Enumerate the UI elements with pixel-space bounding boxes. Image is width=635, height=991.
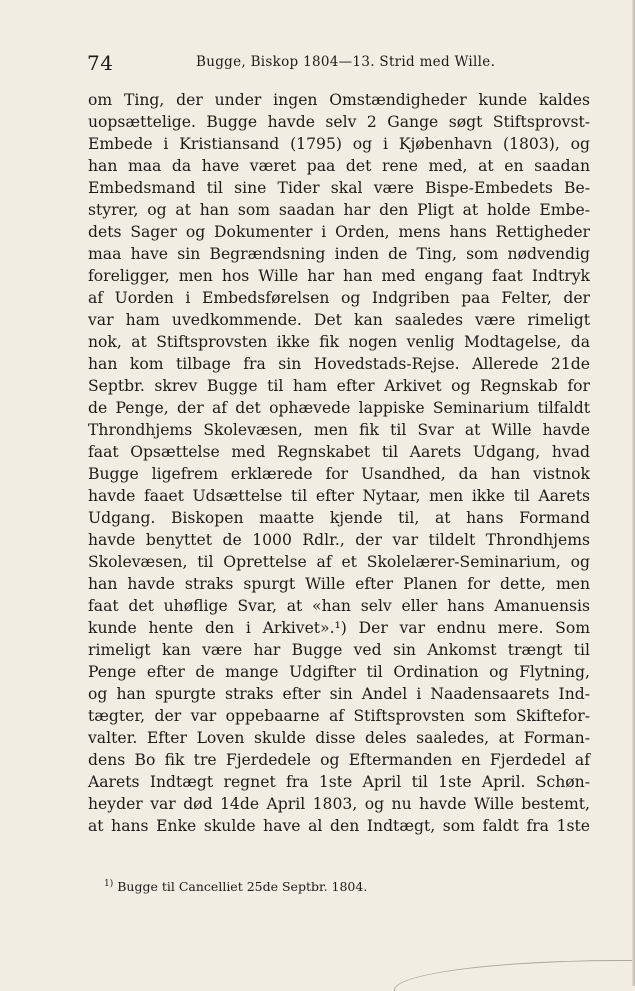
text-line: Bugge ligefrem erklærede for Usandhed, da han vistnok: [88, 465, 590, 483]
text-line: var ham uvedkommende. Det kan saaledes være rimeligt: [88, 311, 590, 329]
text-line: at hans Enke skulde have al den Indtægt, som faldt fra 1ste: [88, 817, 590, 835]
page-number: 74: [87, 51, 114, 75]
body-text: [88, 89, 590, 837]
footnote: [104, 879, 367, 894]
text-line: faat det uhøflige Svar, at «han selv eller hans Amanuensis: [88, 597, 590, 615]
text-line: heyder var død 14de April 1803, og nu havde Wille bestemt,: [88, 795, 590, 813]
running-head: Bugge, Biskop 1804—13. Strid med Wille.: [196, 54, 496, 70]
text-line: Septbr. skrev Bugge til ham efter Arkivet og Regnskab for: [88, 377, 590, 395]
text-line: maa have sin Begrændsning inden de Ting, som nødvendig: [88, 245, 590, 263]
text-line: dens Bo fik tre Fjerdedele og Eftermanden en Fjerdedel af: [88, 751, 590, 769]
text-line: han kom tilbage fra sin Hovedstads-Rejse. Allerede 21de: [88, 355, 590, 373]
text-line: rimeligt kan være har Bugge ved sin Ankomst trængt til: [88, 641, 590, 659]
text-line: kunde hente den i Arkivet».¹) Der var endnu mere. Som: [88, 619, 590, 637]
text-line: Embedsmand til sine Tider skal være Bispe-Embedets Be-: [88, 179, 590, 197]
text-line: Udgang. Biskopen maatte kjende til, at hans Formand: [88, 509, 590, 527]
text-line: faat Opsættelse med Regnskabet til Aarets Udgang, hvad: [88, 443, 590, 461]
text-line: havde faaet Udsættelse til efter Nytaar, men ikke til Aarets: [88, 487, 590, 505]
text-line: nok, at Stiftsprovsten ikke fik nogen venlig Modtagelse, da: [88, 333, 590, 351]
text-line: de Penge, der af det ophævede lappiske Seminarium tilfaldt: [88, 399, 590, 417]
text-line: uopsættelige. Bugge havde selv 2 Gange søgt Stiftsprovst-: [88, 113, 590, 131]
text-line: af Uorden i Embedsførelsen og Indgriben paa Felter, der: [88, 289, 590, 307]
text-line: Penge efter de mange Udgifter til Ordination og Flytning,: [88, 663, 590, 681]
text-line: Throndhjems Skolevæsen, men fik til Svar at Wille havde: [88, 421, 590, 439]
text-line: han havde straks spurgt Wille efter Planen for dette, men: [88, 575, 590, 593]
text-line: valter. Efter Loven skulde disse deles saaledes, at Forman-: [88, 729, 590, 747]
text-line: Embede i Kristiansand (1795) og i Kjøbenhavn (1803), og: [88, 135, 590, 153]
text-line: havde benyttet de 1000 Rdlr., der var tildelt Throndhjems: [88, 531, 590, 549]
text-line: dets Sager og Dokumenter i Orden, mens hans Rettigheder: [88, 223, 590, 241]
text-line: han maa da have været paa det rene med, at en saadan: [88, 157, 590, 175]
text-line: og han spurgte straks efter sin Andel i Naadensaarets Ind-: [88, 685, 590, 703]
text-line: foreligger, men hos Wille har han med engang faat Indtryk: [88, 267, 590, 285]
text-line: tægter, der var oppebaarne af Stiftsprovsten som Skiftefor-: [88, 707, 590, 725]
footnote-text: Bugge til Cancelliet 25de Septbr. 1804.: [117, 879, 368, 894]
text-line: Aarets Indtægt regnet fra 1ste April til 1ste April. Schøn-: [88, 773, 590, 791]
text-line: styrer, og at han som saadan har den Pligt at holde Embe-: [88, 201, 590, 219]
text-line: Skolevæsen, til Oprettelse af et Skolelærer-Seminarium, og: [88, 553, 590, 571]
footnote-marker: 1): [104, 879, 114, 889]
text-line: om Ting, der under ingen Omstændigheder kunde kaldes: [88, 91, 590, 109]
page-curl-mark: [394, 960, 635, 991]
